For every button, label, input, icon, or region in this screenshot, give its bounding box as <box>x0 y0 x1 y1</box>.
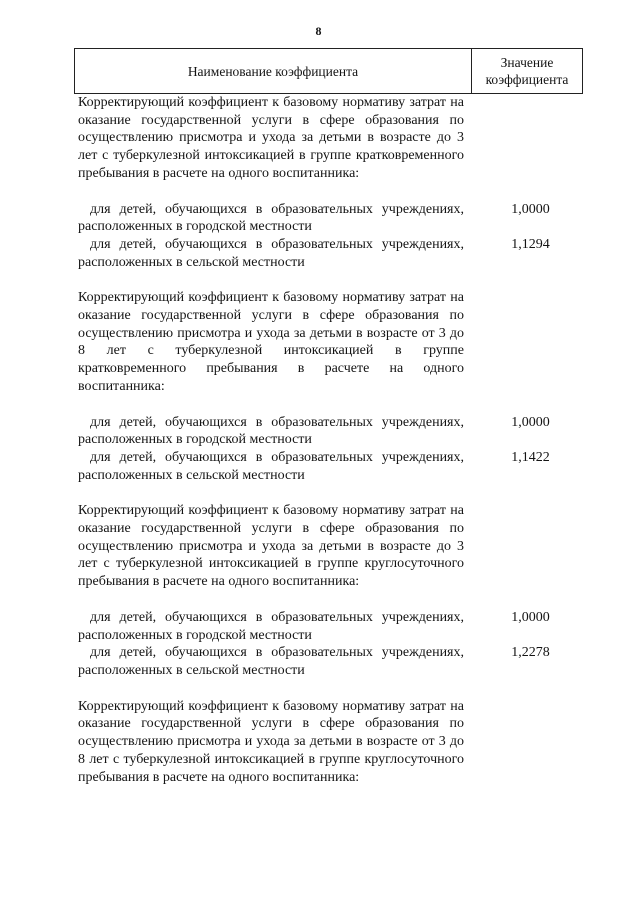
header-coefficient-name: Наименование коэффициента <box>75 49 472 93</box>
row-description: для детей, обучающихся в образовательных учреждениях, расположенных в городской местности <box>78 414 464 448</box>
table-row <box>74 201 583 236</box>
row-value: 1,0000 <box>511 414 550 430</box>
table-row <box>74 609 583 644</box>
coefficient-table <box>74 48 583 786</box>
row-value: 1,2278 <box>511 645 550 661</box>
table-header <box>74 48 583 94</box>
table-row <box>74 449 583 484</box>
table-row <box>74 414 583 449</box>
section-intro: Корректирующий коэффициент к базовому нормативу затрат на оказание государственной услуги в сфере образования по осуществлению присмотра и ухода за детьми в возрасте до 3 лет с туберкулезной интоксикацией в группе круглосуточного пребывания в расчете на одного воспитанника: <box>78 503 464 590</box>
row-description: для детей, обучающихся в образовательных учреждениях, расположенных в сельской местности <box>78 449 464 483</box>
coefficient-section <box>74 94 583 271</box>
section-intro: Корректирующий коэффициент к базовому нормативу затрат на оказание государственной услуги в сфере образования по осуществлению присмотра и ухода за детьми в возрасте от 3 до 8 лет с туберкулезной интоксикацией в группе кратковременного пребывания в расчете на одного воспитанника: <box>78 290 464 394</box>
page-number: 8 <box>315 24 322 38</box>
row-description: для детей, обучающихся в образовательных учреждениях, расположенных в городской местности <box>78 609 464 643</box>
row-description: для детей, обучающихся в образовательных учреждениях, расположенных в сельской местности <box>78 236 464 270</box>
section-intro: Корректирующий коэффициент к базовому нормативу затрат на оказание государственной услуги в сфере образования по осуществлению присмотра и ухода за детьми в возрасте до 3 лет с туберкулезной интоксикацией в группе кратковременного пребывания в расчете на одного воспитанника: <box>78 95 464 181</box>
row-value: 1,0000 <box>511 201 550 217</box>
row-value: 1,0000 <box>511 609 550 625</box>
coefficient-section <box>74 289 583 484</box>
table-row <box>74 644 583 679</box>
row-description: для детей, обучающихся в образовательных учреждениях, расположенных в городской местности <box>78 201 464 235</box>
coefficient-section <box>74 502 583 679</box>
row-value: 1,1294 <box>511 236 550 252</box>
coefficient-section <box>74 698 583 787</box>
header-coefficient-value: Значение коэффициента <box>485 55 569 87</box>
row-description: для детей, обучающихся в образовательных учреждениях, расположенных в сельской местности <box>78 645 464 678</box>
section-intro: Корректирующий коэффициент к базовому нормативу затрат на оказание государственной услуги в сфере образования по осуществлению присмотра и ухода за детьми в возрасте от 3 до 8 лет с туберкулезной интоксикацией в группе круглосуточного пребывания в расчете на одного воспитанника: <box>78 698 464 785</box>
table-row <box>74 236 583 271</box>
row-value: 1,1422 <box>511 449 550 465</box>
